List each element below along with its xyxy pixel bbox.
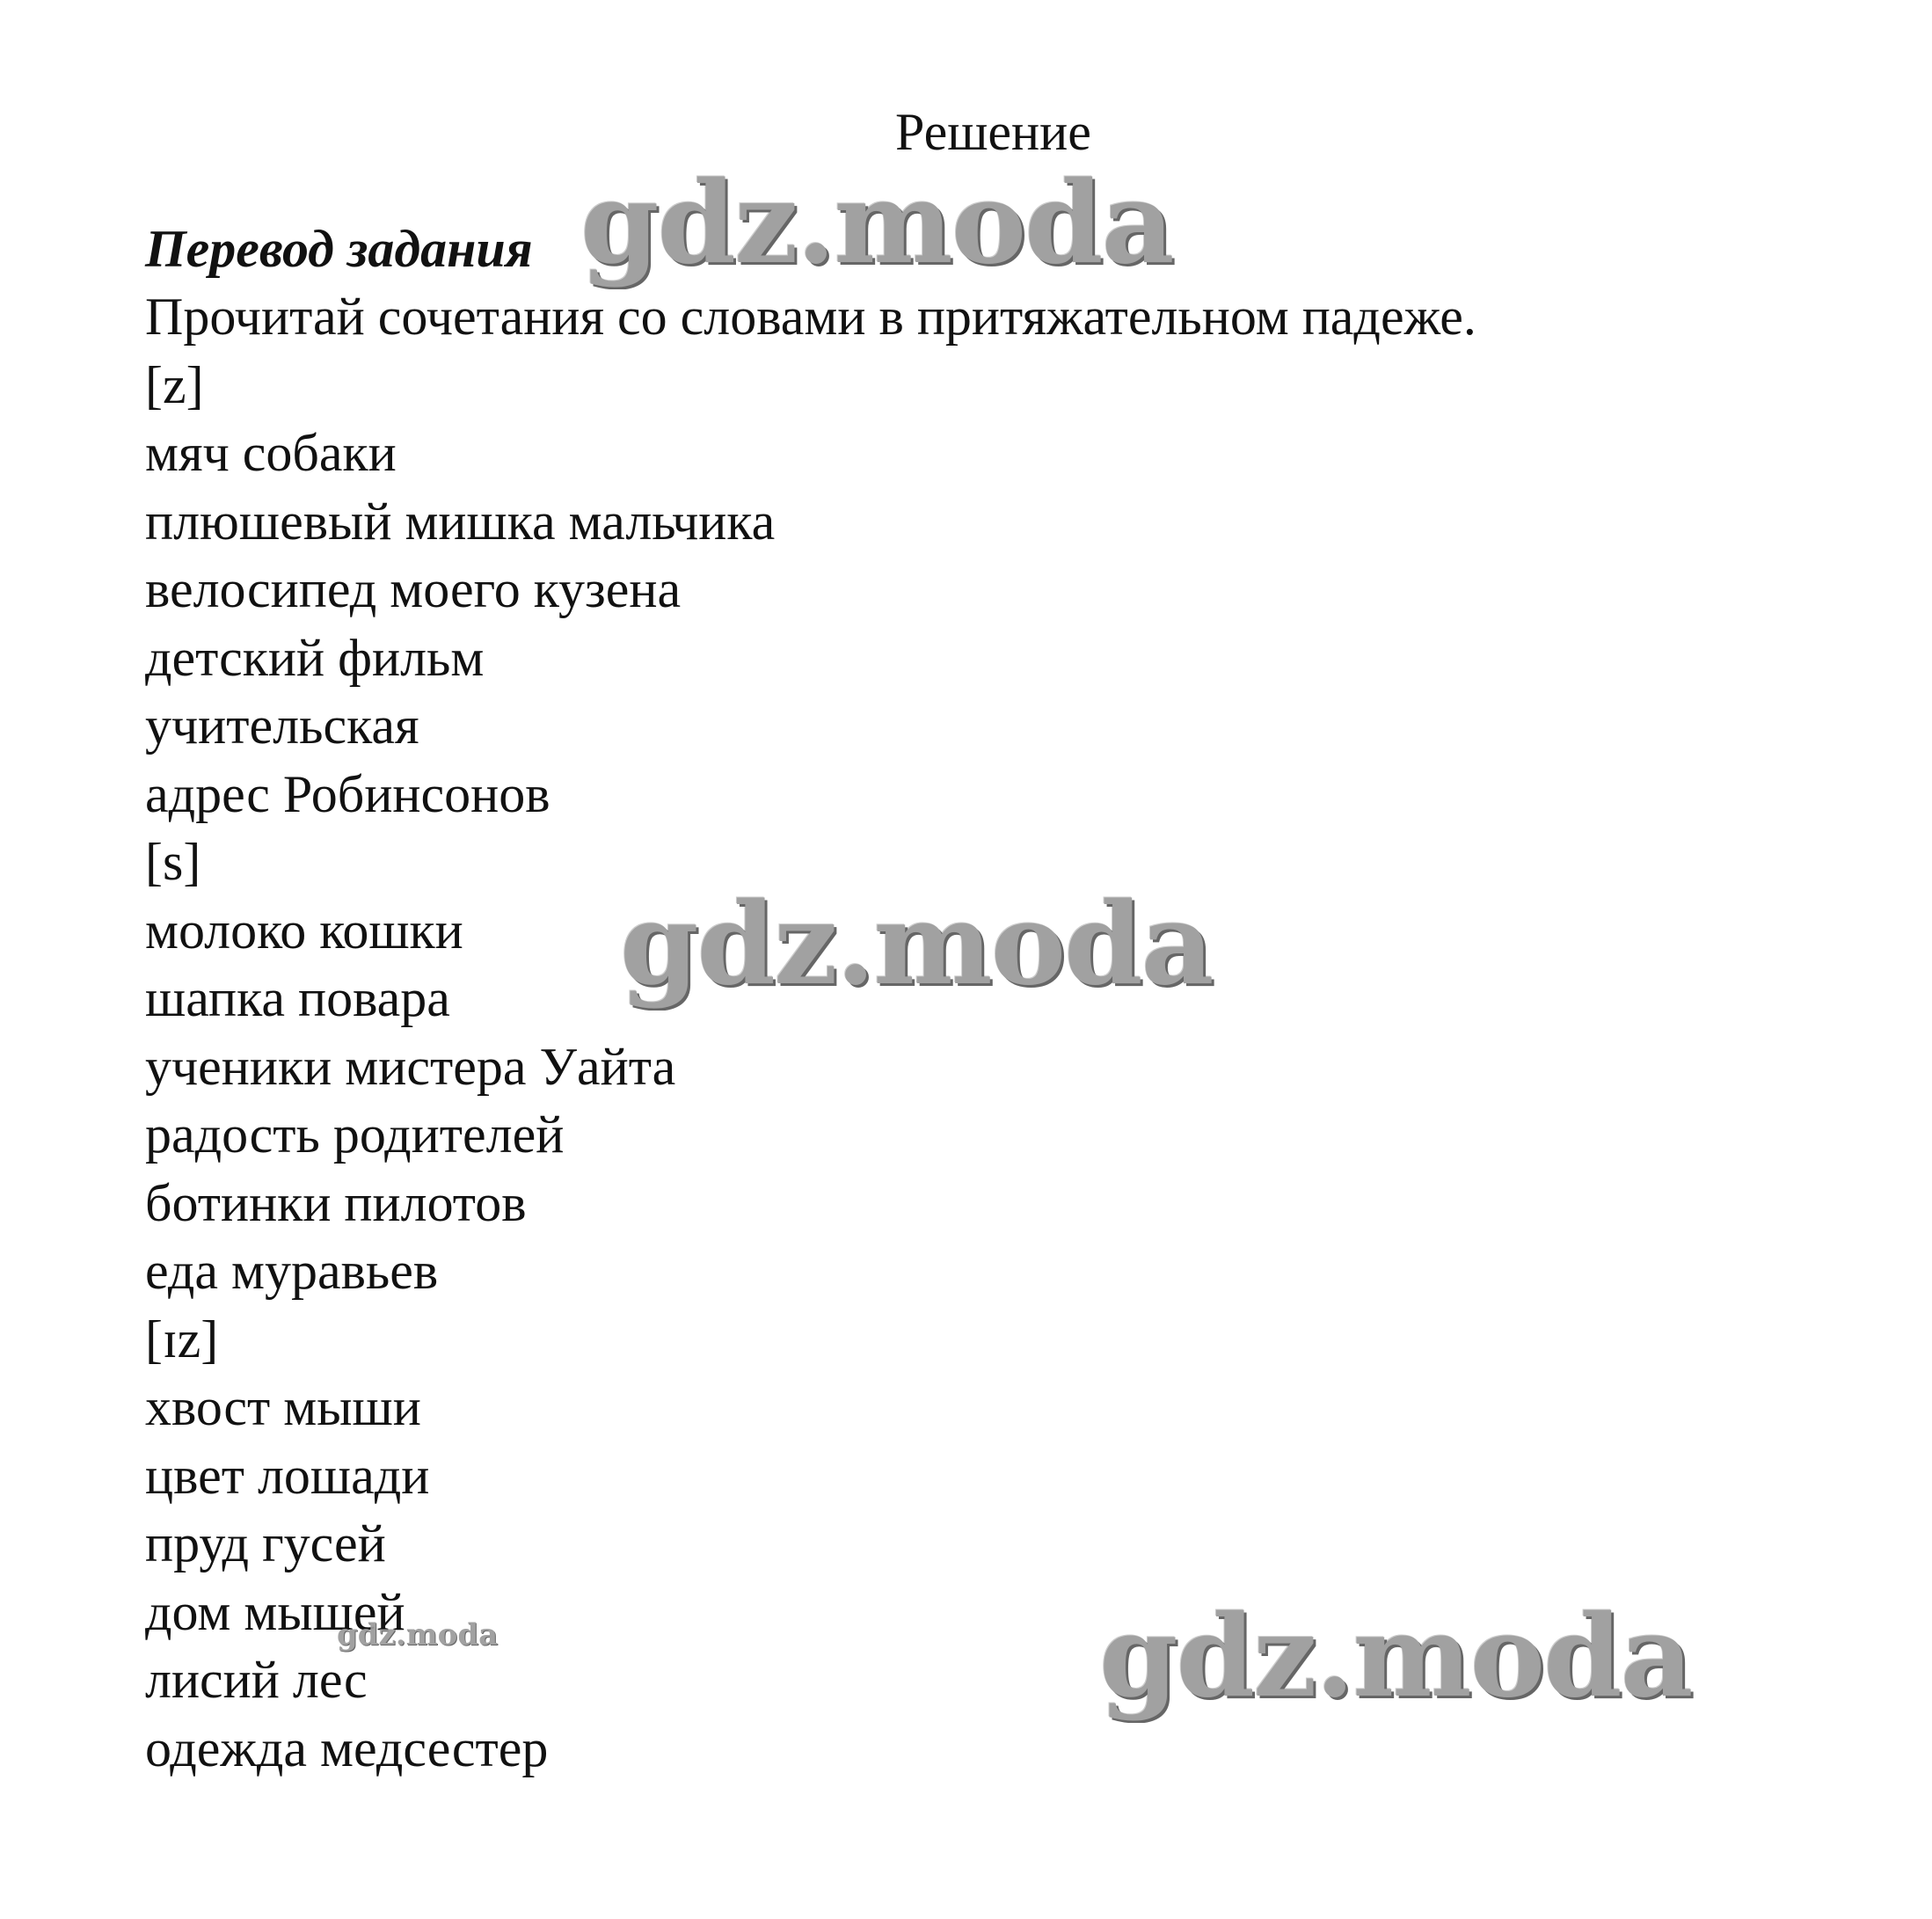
text-line: еда муравьев <box>145 1242 439 1300</box>
section-heading: Перевод задания <box>145 220 533 278</box>
text-line: ученики мистера Уайта <box>145 1037 676 1096</box>
watermark: gdz.moda <box>1099 1591 1692 1723</box>
watermark: gdz.moda <box>620 879 1213 1011</box>
text-line: ботинки пилотов <box>145 1173 527 1232</box>
text-line: пруд гусей <box>145 1514 386 1572</box>
phonetic-heading-z: [z] <box>145 355 204 414</box>
text-line: шапка повара <box>145 969 450 1027</box>
text-line: одежда медсестер <box>145 1718 549 1777</box>
text-line: плюшевый мишка мальчика <box>145 492 776 551</box>
text-line: мяч собаки <box>145 424 397 482</box>
text-lines <box>145 283 1476 1783</box>
text-line: дом мышей <box>145 1582 405 1641</box>
text-line: лисий лес <box>145 1651 368 1709</box>
text-line: детский фильм <box>145 628 485 687</box>
watermark-small: gdz.moda <box>337 1617 499 1653</box>
instruction-line: Прочитай сочетания со словами в притяжательном падеже. <box>145 288 1476 346</box>
text-line: велосипед моего кузена <box>145 560 682 618</box>
text-line: цвет лошади <box>145 1446 430 1505</box>
text-line: хвост мыши <box>145 1378 421 1436</box>
page-title: Решение <box>895 103 1091 161</box>
text-line: молоко кошки <box>145 901 463 960</box>
phonetic-heading-s: [s] <box>145 833 201 891</box>
text-line: радость родителей <box>145 1105 565 1164</box>
phonetic-heading-iz: [ɪz] <box>145 1310 219 1368</box>
watermark: gdz.moda <box>580 157 1173 289</box>
text-line: адрес Робинсонов <box>145 764 550 823</box>
text-line: учительская <box>145 697 419 755</box>
